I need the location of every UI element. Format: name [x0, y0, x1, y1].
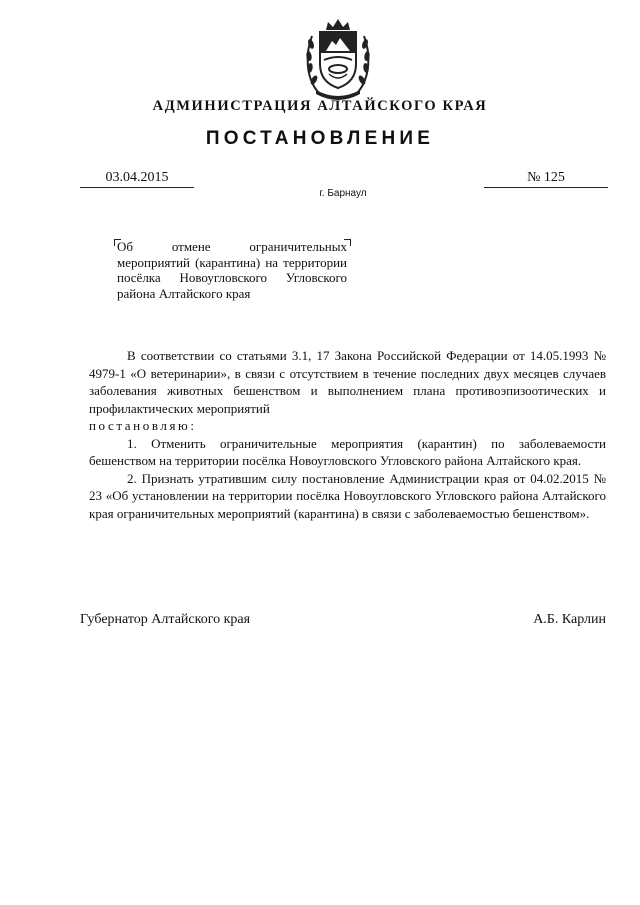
decree-word: постановляю:	[89, 418, 197, 433]
document-type: ПОСТАНОВЛЕНИЕ	[205, 128, 435, 149]
preamble-paragraph: В соответствии со статьями 3.1, 17 Закона Российской Федерации от 14.05.1993 № 4979-1 «О ветеринарии», в связи с отсутствием в течение последних двух месяцев случаев заболевания животных бешенством и выполнением плана противоэпизоотических и профилактических мероприятий	[89, 348, 606, 416]
decree-item: 2. Признать утратившим силу постановление Администрации края от 04.02.2015 № 23 «Об установлении на территории посёлка Новоугловского Угловского района Алтайского края ограничительных мероприятий (карантина) в связи с заболеваемостью бешенством».	[89, 470, 606, 521]
signatory-name: А.Б. Карлин	[533, 612, 606, 627]
decree-item: 1. Отменить ограничительные мероприятия (карантин) по заболеваемости бешенством на территории посёлка Новоугловского Угловского района Алтайского края.	[89, 435, 606, 468]
organization-title: АДМИНИСТРАЦИЯ АЛТАЙСКОГО КРАЯ	[152, 98, 488, 114]
signatory-position: Губернатор Алтайского края	[80, 612, 251, 627]
document-subject: Об отмене ограничительных мероприятий (карантина) на территории посёлка Новоугловского Угловского района Алтайского края	[117, 239, 347, 301]
coat-of-arms-icon	[302, 14, 374, 100]
document-city: г. Барнаул	[319, 188, 367, 199]
document-number: № 125	[484, 170, 608, 188]
document-body	[89, 347, 606, 522]
document-date: 03.04.2015	[80, 170, 194, 188]
